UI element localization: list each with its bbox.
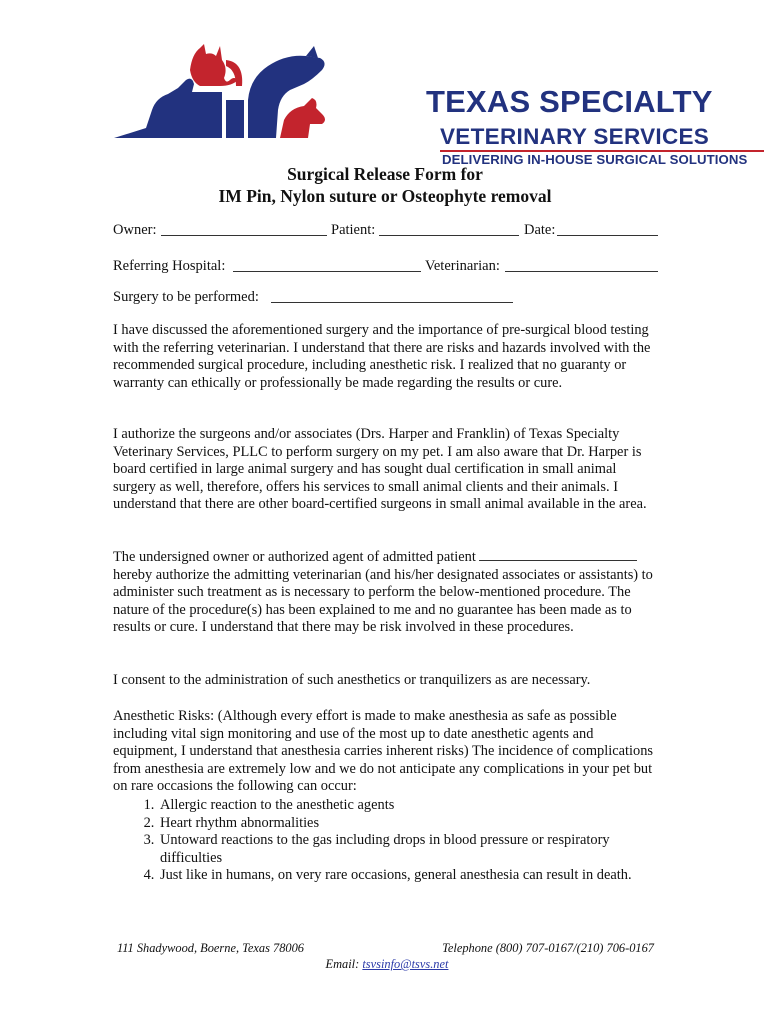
footer-email-label: Email:	[325, 957, 363, 971]
owner-patient-date-row	[113, 220, 658, 240]
footer-address: 111 Shadywood, Boerne, Texas 78006	[117, 941, 304, 955]
paragraph-owner-consent	[113, 548, 661, 637]
animals-logo-icon	[108, 40, 338, 140]
clinic-logo	[108, 40, 748, 167]
paragraph-anesthetics-consent: I consent to the administration of such anesthetics or tranquilizers as are necessary.	[113, 672, 591, 688]
surgery-field[interactable]	[271, 302, 513, 303]
patient-field[interactable]	[379, 235, 519, 236]
list-item: 3. Untoward reactions to the gas including drops in blood pressure or respiratory difficulties	[158, 832, 661, 867]
veterinarian-label: Veterinarian:	[425, 258, 500, 274]
logo-tagline: DELIVERING IN-HOUSE SURGICAL SOLUTIONS	[442, 152, 748, 167]
list-item: 4. Just like in humans, on very rare occasions, general anesthesia can result in death.	[158, 867, 661, 885]
list-item: 1. Allergic reaction to the anesthetic agents	[158, 797, 661, 815]
paragraph-anesthetic-risks: Anesthetic Risks: (Although every effort is made to make anesthesia as safe as possible including vital sign monitoring and use of the most up to date anesthetic agents and equipment, I understand that anesthesia carries inherent risks) The incidence of complications from anesthesia are extremely low and we do not anticipate any complications in your pet but on rare occasions the following can occur:	[113, 708, 653, 795]
hospital-veterinarian-row	[113, 256, 658, 276]
date-label: Date:	[524, 222, 556, 238]
owner-field[interactable]	[161, 235, 327, 236]
logo-title: TEXAS SPECIALTY	[426, 84, 713, 119]
referring-hospital-label: Referring Hospital:	[113, 258, 226, 274]
footer-telephone: Telephone (800) 707-0167/(210) 706-0167	[442, 941, 654, 955]
referring-hospital-field[interactable]	[233, 271, 421, 272]
owner-consent-start: The undersigned owner or authorized agent of admitted patient	[113, 549, 476, 565]
surgery-row	[113, 287, 658, 307]
owner-consent-rest: hereby authorize the admitting veterinarian (and his/her designated associates or assistants) to administer such treatment as is necessary to perform the below-mentioned procedure. The nature of the procedure(s) has been explained to me and no guarantee has been made as to results or cure. I understand that there may be risk involved in these procedures.	[113, 566, 653, 636]
patient-label: Patient:	[331, 222, 376, 238]
paragraph-authorization: I authorize the surgeons and/or associates (Drs. Harper and Franklin) of Texas Specialty Veterinary Services, PLLC to perform surgery on my pet. I am also aware that Dr. Harper is board certified in large animal surgery and has sought dual certification in small animal surgery as well, therefore, offers his services to small animal clients and their animals. I understand that there are other board-certified surgeons in small animal available in the area.	[113, 426, 647, 513]
footer-email	[113, 956, 661, 972]
veterinarian-field[interactable]	[505, 271, 658, 272]
form-title-line2: IM Pin, Nylon suture or Osteophyte removal	[218, 186, 552, 206]
admitted-patient-field[interactable]	[479, 548, 637, 561]
form-title-line1: Surgical Release Form for	[287, 164, 483, 184]
list-item: 2. Heart rhythm abnormalities	[158, 815, 661, 833]
paragraph-risks-discussion: I have discussed the aforementioned surgery and the importance of pre-surgical blood testing with the referring veterinarian. I understand that there are risks and hazards involved with the recommended surgical procedure, including anesthetic risk. I realized that no guaranty or warranty can ethically or professionally be made regarding the results or cure.	[113, 322, 651, 391]
logo-subtitle: VETERINARY SERVICES	[440, 124, 710, 149]
email-link[interactable]: tsvsinfo@tsvs.net	[362, 957, 449, 971]
owner-label: Owner:	[113, 222, 157, 238]
date-field[interactable]	[557, 235, 658, 236]
anesthetic-risks-list	[113, 797, 661, 885]
surgery-label: Surgery to be performed:	[113, 289, 259, 305]
